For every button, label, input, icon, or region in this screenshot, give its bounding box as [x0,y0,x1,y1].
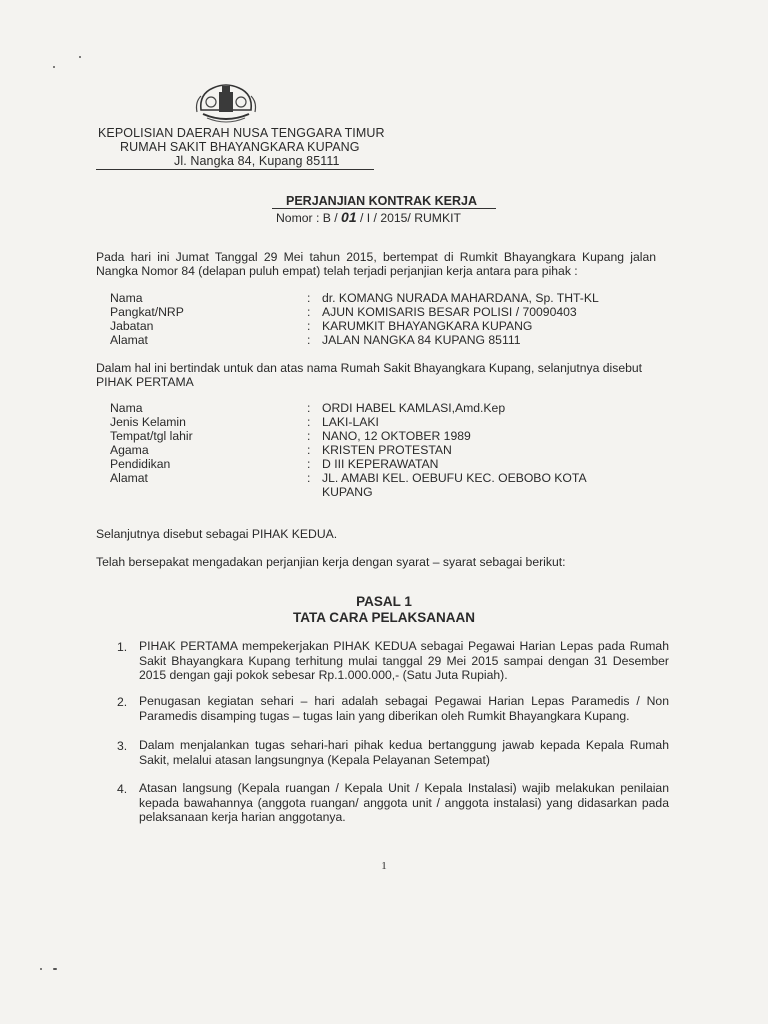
nomor-line [276,210,461,225]
title-underline [272,208,496,209]
pasal-title: TATA CARA PELAKSANAAN [293,610,475,625]
row-label: Alamat [110,471,148,485]
row-value: AJUN KOMISARIS BESAR POLISI / 70090403 [322,305,577,319]
row-label: Agama [110,443,149,457]
row-label: Pendidikan [110,457,171,471]
scan-speck [40,968,42,970]
list-item-number: 4. [117,782,128,796]
table-row [0,457,768,471]
row-value: KRISTEN PROTESTAN [322,443,452,457]
document-title: PERJANJIAN KONTRAK KERJA [286,194,477,208]
row-label: Pangkat/NRP [110,305,184,319]
row-colon: : [307,415,311,429]
list-item: Dalam menjalankan tugas sehari-hari pihak kedua bertanggung jawab kepada Kepala Rumah Sakit, melalui atasan langsungnya (Kepala Pelayanan Setempat) [139,738,669,767]
letterhead-line2: RUMAH SAKIT BHAYANGKARA KUPANG [120,140,360,154]
row-colon: : [307,429,311,443]
row-colon: : [307,333,311,347]
table-row [0,291,768,305]
row-label: Alamat [110,333,148,347]
table-row [0,471,768,499]
row-label: Nama [110,291,143,305]
row-label: Tempat/tgl lahir [110,429,193,443]
page-number: 1 [381,860,387,872]
list-item: Atasan langsung (Kepala ruangan / Kepala Unit / Kepala Instalasi) wajib melakukan penilaian kepada bawahannya (anggota ruangan/ anggota unit / anggota instalasi) yang didasarkan pada pelaksanaan kerja harian anggotanya. [139,781,669,825]
scan-speck [53,968,57,970]
intro-paragraph: Pada hari ini Jumat Tanggal 29 Mei tahun 2015, bertempat di Rumkit Bhayangkara Kupang jalan Nangka Nomor 84 (delapan puluh empat) telah terjadi perjanjian kerja antara para pihak : [96,250,656,279]
table-row [0,401,768,415]
row-value: KARUMKIT BHAYANGKARA KUPANG [322,319,533,333]
letterhead-line1: KEPOLISIAN DAERAH NUSA TENGGARA TIMUR [98,126,385,140]
row-colon: : [307,457,311,471]
row-label: Jenis Kelamin [110,415,186,429]
row-value: dr. KOMANG NURADA MAHARDANA, Sp. THT-KL [322,291,599,305]
row-value: JALAN NANGKA 84 KUPANG 85111 [322,333,521,347]
list-item: Penugasan kegiatan sehari – hari adalah sebagai Pegawai Harian Lepas Paramedis / Non Paramedis disamping tugas – tugas lain yang diberikan oleh Rumkit Bhayangkara Kupang. [139,694,669,723]
row-value: JL. AMABI KEL. OEBUFU KEC. OEBOBO KOTA [322,471,587,485]
nomor-prefix: Nomor : B / [276,211,338,225]
agreement-sentence: Telah bersepakat mengadakan perjanjian kerja dengan syarat – syarat sebagai berikut: [96,555,566,569]
list-item-number: 2. [117,695,128,709]
row-label: Jabatan [110,319,154,333]
row-value: D III KEPERAWATAN [322,457,439,471]
nomor-handwritten: 01 [341,209,357,225]
list-item-number: 3. [117,739,128,753]
table-row [0,333,768,347]
table-row [0,415,768,429]
table-row [0,429,768,443]
row-colon: : [307,443,311,457]
police-crest-icon [193,80,259,128]
row-value: LAKI-LAKI [322,415,379,429]
row-value: ORDI HABEL KAMLASI,Amd.Kep [322,401,506,415]
row-colon: : [307,401,311,415]
row-label: Nama [110,401,143,415]
row-value-continued: KUPANG [322,485,373,499]
row-colon: : [307,319,311,333]
pasal-number: PASAL 1 [356,594,412,609]
letterhead-underline [96,169,374,170]
row-colon: : [307,305,311,319]
nomor-suffix: / I / 2015/ RUMKIT [360,211,461,225]
scan-speck [53,66,55,68]
table-row [0,443,768,457]
list-item: PIHAK PERTAMA mempekerjakan PIHAK KEDUA sebagai Pegawai Harian Lepas pada Rumah Sakit Bhayangkara Kupang terhitung mulai tanggal 29 Mei 2015 sampai dengan 31 Desember 2015 dengan gaji pokok sebesar Rp.1.000.000,- (Satu Juta Rupiah). [139,639,669,683]
row-value: NANO, 12 OKTOBER 1989 [322,429,471,443]
list-item-number: 1. [117,640,128,654]
table-row [0,319,768,333]
letterhead-line3: Jl. Nangka 84, Kupang 85111 [174,154,340,168]
row-colon: : [307,291,311,305]
scan-speck [79,56,81,58]
pihak-pertama-closing: Dalam hal ini bertindak untuk dan atas nama Rumah Sakit Bhayangkara Kupang, selanjutnya disebut PIHAK PERTAMA [96,361,643,390]
row-colon: : [307,471,311,485]
table-row [0,305,768,319]
pihak-kedua-closing: Selanjutnya disebut sebagai PIHAK KEDUA. [96,527,338,541]
